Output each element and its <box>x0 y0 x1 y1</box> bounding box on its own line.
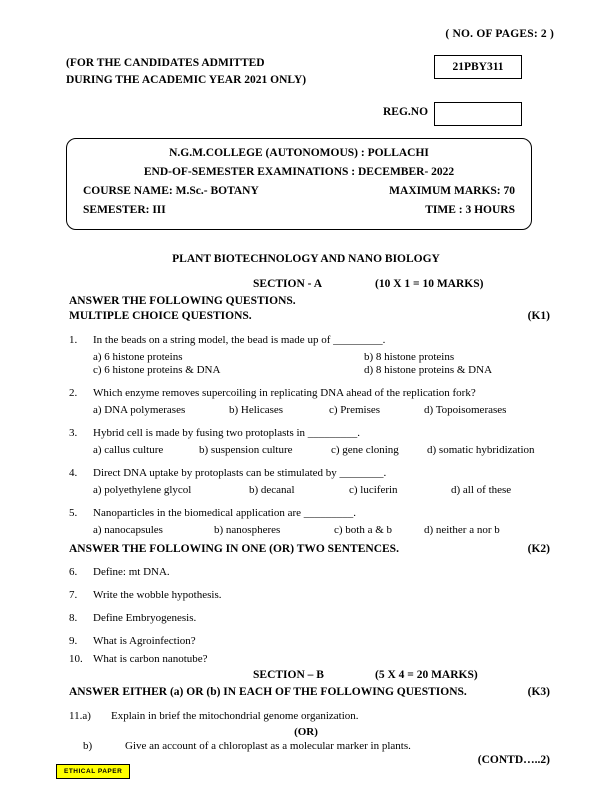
part-two-instruction: ANSWER THE FOLLOWING IN ONE (OR) TWO SENTENCES. <box>69 543 399 555</box>
option: c) 6 histone proteins & DNA <box>93 363 221 376</box>
option: c) Premises <box>329 403 381 416</box>
section-b-marks: (5 X 4 = 20 MARKS) <box>375 669 478 681</box>
question-stem: Hybrid cell is made by fusing two protoplasts in _________. <box>93 427 361 439</box>
college-info-box <box>66 138 532 230</box>
page-count-note: ( NO. OF PAGES: 2 ) <box>445 28 554 40</box>
subject-code-box: 21PBY311 <box>434 55 522 79</box>
option: d) Topoisomerases <box>424 403 507 416</box>
paper-title: PLANT BIOTECHNOLOGY AND NANO BIOLOGY <box>172 253 440 265</box>
short-question-item <box>69 589 221 601</box>
regno-input-box[interactable] <box>434 102 522 126</box>
section-b-label: SECTION – B <box>253 669 324 681</box>
question-number: 5. <box>69 507 78 519</box>
regno-label: REG.NO <box>383 106 429 118</box>
question-text: Define Embryogenesis. <box>93 612 197 624</box>
option: b) nanospheres <box>214 523 281 536</box>
question-number: 3. <box>69 427 78 439</box>
question-number: 7. <box>69 589 78 601</box>
question-text: What is carbon nanotube? <box>93 653 208 665</box>
continued-note: (CONTD…..2) <box>477 754 550 766</box>
question-number: 4. <box>69 467 78 479</box>
question-text: Give an account of a chloroplast as a molecular marker in plants. <box>125 740 411 752</box>
option: d) somatic hybridization <box>427 443 535 456</box>
mcq-item <box>69 466 551 496</box>
ethical-paper-stamp: ETHICAL PAPER <box>56 764 130 779</box>
maximum-marks: MAXIMUM MARKS: 70 <box>389 185 515 197</box>
short-question-item <box>69 612 196 624</box>
option: b) 8 histone proteins <box>364 350 455 363</box>
section-a-type-instruction: MULTIPLE CHOICE QUESTIONS. <box>69 310 252 322</box>
course-row <box>79 185 519 197</box>
mcq-item <box>69 426 551 456</box>
exam-time: TIME : 3 HOURS <box>425 204 515 216</box>
question-text: Explain in brief the mitochondrial genome organization. <box>111 710 359 722</box>
question-text: Define: mt DNA. <box>93 566 170 578</box>
option: a) polyethylene glycol <box>93 483 192 496</box>
section-a-k-tag: (K1) <box>527 310 550 322</box>
option: a) callus culture <box>93 443 164 456</box>
short-question-item <box>69 653 208 665</box>
semester: SEMESTER: III <box>83 204 166 216</box>
option: b) Helicases <box>229 403 284 416</box>
section-b-instruction: ANSWER EITHER (a) OR (b) IN EACH OF THE FOLLOWING QUESTIONS. <box>69 686 467 698</box>
section-a-answer-instruction: ANSWER THE FOLLOWING QUESTIONS. <box>69 295 296 307</box>
question-number: 6. <box>69 566 78 578</box>
question-stem: Direct DNA uptake by protoplasts can be stimulated by ________. <box>93 467 387 479</box>
exam-title: END-OF-SEMESTER EXAMINATIONS : DECEMBER- 2022 <box>143 166 455 178</box>
or-separator: (OR) <box>294 726 318 738</box>
college-name: N.G.M.COLLEGE (AUTONOMOUS) : POLLACHI <box>169 147 429 159</box>
option: d) 8 histone proteins & DNA <box>364 363 493 376</box>
question-number: 9. <box>69 635 78 647</box>
short-question-item <box>69 635 196 647</box>
option: a) DNA polymerases <box>93 403 186 416</box>
section-a-marks: (10 X 1 = 10 MARKS) <box>375 278 484 290</box>
candidates-admitted-note <box>66 55 306 88</box>
question-label: 11.a) <box>69 710 91 722</box>
option: b) decanal <box>249 483 295 496</box>
question-label: b) <box>83 740 93 752</box>
option: a) nanocapsules <box>93 523 163 536</box>
section-b-question-a <box>69 710 551 722</box>
question-stem: In the beads on a string model, the bead is made up of _________. <box>93 334 386 346</box>
semester-row <box>79 204 519 216</box>
question-stem: Which enzyme removes supercoiling in replicating DNA ahead of the replication fork? <box>93 387 476 399</box>
mcq-item <box>69 386 551 416</box>
part-two-k-tag: (K2) <box>527 543 550 555</box>
option: a) 6 histone proteins <box>93 350 183 363</box>
option: d) neither a nor b <box>424 523 500 536</box>
question-number: 10. <box>69 653 83 665</box>
question-number: 8. <box>69 612 78 624</box>
question-number: 1. <box>69 334 78 346</box>
option: c) luciferin <box>349 483 398 496</box>
course-name: COURSE NAME: M.Sc.- BOTANY <box>83 185 259 197</box>
option: c) both a & b <box>334 523 393 536</box>
mcq-item <box>69 506 551 536</box>
question-stem: Nanoparticles in the biomedical application are _________. <box>93 507 357 519</box>
admitted-line-2: DURING THE ACADEMIC YEAR 2021 ONLY) <box>66 73 307 86</box>
option: d) all of these <box>451 483 512 496</box>
section-b-question-b <box>83 740 551 752</box>
option: b) suspension culture <box>199 443 293 456</box>
mcq-item <box>69 333 551 376</box>
section-a-label: SECTION - A <box>253 278 323 290</box>
short-question-item <box>69 566 170 578</box>
question-text: Write the wobble hypothesis. <box>93 589 222 601</box>
question-number: 2. <box>69 387 78 399</box>
question-text: What is Agroinfection? <box>93 635 196 647</box>
option: c) gene cloning <box>331 443 399 456</box>
section-b-k-tag: (K3) <box>527 686 550 698</box>
admitted-line-1: (FOR THE CANDIDATES ADMITTED <box>66 57 265 69</box>
